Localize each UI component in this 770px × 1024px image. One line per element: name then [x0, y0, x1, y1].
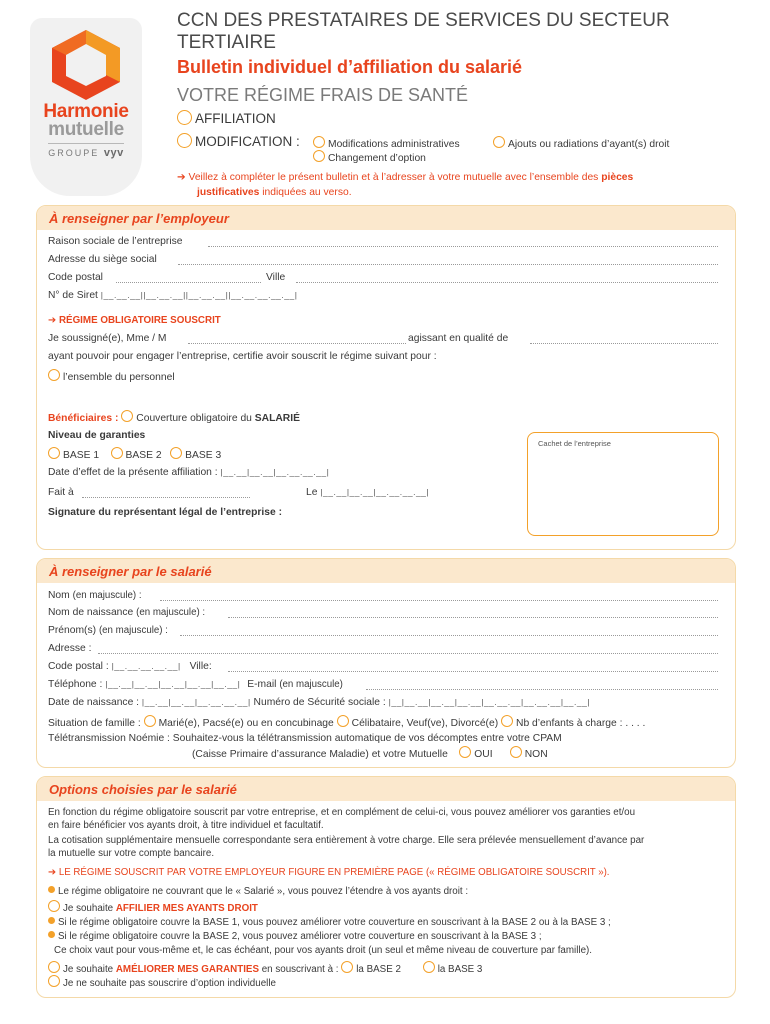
la-base3-option[interactable]: la BASE 3 [423, 964, 483, 975]
employee-section-title: À renseigner par le salarié [49, 564, 212, 579]
oui-radio[interactable] [459, 746, 471, 758]
affiliation-radio[interactable] [177, 110, 192, 125]
document-subtitle: Bulletin individuel d’affiliation du salarié [177, 57, 523, 77]
beneficiaires-row: Bénéficiaires : Couverture obligatoire du SALARIÉ [48, 410, 300, 424]
ameliorer-option[interactable]: Je souhaite AMÉLIORER MES GARANTIES en souscrivant à : [48, 964, 339, 975]
noemie-line1: Télétransmission Noémie : Souhaitez-vous la télétransmission automatique de vos décomptes entre votre CPAM [48, 733, 562, 744]
affilier-option[interactable]: Je souhaite AFFILIER MES AYANTS DROIT [48, 900, 258, 914]
modification-radio[interactable] [177, 133, 192, 148]
cachet-label: Cachet de l’entreprise [538, 439, 611, 448]
ajouts-option[interactable]: Ajouts ou radiations d’ayant(s) droit [493, 136, 669, 150]
affiliation-option[interactable]: AFFILIATION [177, 110, 276, 126]
ensemble-option[interactable]: l’ensemble du personnel [48, 369, 175, 383]
cachet-box[interactable] [527, 432, 719, 536]
la-base2-option[interactable]: la BASE 2 [341, 964, 401, 975]
ajouts-radio[interactable] [493, 136, 505, 148]
logo-group: GROUPE vyv [48, 147, 124, 159]
marie-option[interactable]: Marié(e), Pacsé(e) ou en concubinage [144, 718, 334, 729]
signature-label: Signature du représentant légal de l’entreprise : [48, 507, 283, 518]
nom-field[interactable] [160, 600, 718, 601]
changement-radio[interactable] [313, 150, 325, 162]
telephone-row: Téléphone : |__.__|__.__|__.__|__.__|__.__| E-mail (en majuscule) [48, 679, 343, 690]
cp-salarie-field[interactable]: |__.__.__.__.__| [111, 661, 181, 671]
bullet-base1: Si le régime obligatoire couvre la BASE 1, vous pouvez améliorer votre couverture en souscrivant à la BASE 2 ou à la BASE 3 ; [48, 917, 611, 928]
la-base2-radio[interactable] [341, 961, 353, 973]
oui-option[interactable]: OUI [459, 749, 492, 760]
base3-radio[interactable] [170, 447, 182, 459]
nom-naissance-label: Nom de naissance (en majuscule) : [48, 607, 206, 618]
arrow-icon: ➔ [177, 172, 186, 183]
enfants-radio[interactable] [501, 715, 513, 727]
prenom-field[interactable] [180, 635, 718, 636]
fait-field[interactable] [82, 497, 250, 498]
arrow-icon: ➔ [48, 315, 57, 326]
ameliorer-row [48, 961, 482, 975]
options-paragraph-2: La cotisation supplémentaire mensuelle correspondante sera entièrement à votre charge. Elle sera prélevée mensuellement d’avance par la mutuelle sur votre compte bancaire. [48, 835, 645, 859]
le-regime-heading: ➔ LE RÉGIME SOUSCRIT PAR VOTRE EMPLOYEUR FIGURE EN PREMIÈRE PAGE (« RÉGIME OBLIGATOIRE SOUSCRIT »). [48, 867, 610, 878]
raison-field[interactable] [208, 246, 718, 247]
adresse-siege-label: Adresse du siège social [48, 254, 157, 265]
nom-label: Nom (en majuscule) : [48, 590, 142, 601]
bullet-base2: Si le régime obligatoire couvre la BASE 2, vous pouvez améliorer votre couverture en souscrivant à la BASE 3 ; [48, 931, 542, 942]
dob-field[interactable]: |__.__|__.__|__.__.__.__| [141, 697, 251, 707]
adresse-siege-field[interactable] [178, 264, 718, 265]
logo-separator [48, 143, 124, 144]
le-row: Le |__.__|__.__|__.__.__.__| [306, 487, 430, 498]
ameliorer-radio[interactable] [48, 961, 60, 973]
bullet-icon [48, 917, 55, 924]
document-title: CCN DES PRESTATAIRES DE SERVICES DU SECTEUR TERTIAIRE [177, 10, 670, 53]
marie-radio[interactable] [144, 715, 156, 727]
fait-label: Fait à [48, 487, 74, 498]
options-paragraph-1: En fonction du régime obligatoire souscrit par votre entreprise, et en complément de celui-ci, vous pouvez améliorer vos garanties et/ou en faire bénéficier vos ayants droit, à titre individuel et facultatif. [48, 807, 636, 831]
raison-label: Raison sociale de l’entreprise [48, 236, 183, 247]
modification-option[interactable]: MODIFICATION : [177, 133, 300, 149]
adresse-label: Adresse : [48, 643, 92, 654]
qualite-label: agissant en qualité de [408, 333, 509, 344]
adresse-field[interactable] [98, 653, 718, 654]
base2-radio[interactable] [111, 447, 123, 459]
ville-salarie-field[interactable] [228, 671, 718, 672]
bullet-icon [48, 931, 55, 938]
modif-admin-option[interactable]: Modifications administratives [313, 136, 460, 150]
le-date-field[interactable]: |__.__|__.__|__.__.__.__| [320, 487, 430, 497]
options-section-title: Options choisies par le salarié [49, 782, 237, 797]
affilier-radio[interactable] [48, 900, 60, 912]
noemie-line2: (Caisse Primaire d’assurance Maladie) et votre Mutuelle OUI NON [192, 746, 548, 760]
bullet-salarie: Le régime obligatoire ne couvrant que le « Salarié », vous pouvez l’étendre à vos ayants droit : [48, 886, 468, 897]
ne-souhaite-radio[interactable] [48, 975, 60, 987]
telephone-field[interactable]: |__.__|__.__|__.__|__.__|__.__| [105, 679, 241, 689]
base2-option[interactable]: BASE 2 [111, 450, 162, 461]
ville-label: Ville [266, 272, 286, 283]
employer-section-title: À renseigner par l’employeur [49, 211, 229, 226]
soussigne-field[interactable] [188, 343, 406, 344]
base1-option[interactable]: BASE 1 [48, 450, 99, 461]
choix-text: Ce choix vaut pour vous-même et, le cas échéant, pour vos ayants droit (un seul et même niveau de couverture par famille). [54, 945, 593, 956]
notice: ➔ Veillez à compléter le présent bulletin et à l’adresser à votre mutuelle avec l’ensemble des pièces justificatives indiquées au verso. [177, 172, 634, 198]
la-base3-radio[interactable] [423, 961, 435, 973]
harmonie-hexagon-logo-icon [46, 28, 126, 102]
cp-salarie-row: Code postal : |__.__.__.__.__| Ville: [48, 661, 212, 672]
soussigne-label: Je soussigné(e), Mme / M [48, 333, 167, 344]
qualite-field[interactable] [530, 343, 718, 344]
pouvoir-text: ayant pouvoir pour engager l’entreprise, certifie avoir souscrit le régime suivant pour : [48, 351, 437, 362]
secu-field[interactable]: |__|__.__|__.__|__.__|__.__.__|__.__.__|__.__| [388, 697, 591, 707]
modif-admin-radio[interactable] [313, 136, 325, 148]
enfants-option[interactable]: Nb d’enfants à charge : . . . . [501, 718, 645, 729]
siret-field[interactable]: |__.__.__||__.__.__||__.__.__||__.__.__.__.__| [100, 290, 298, 300]
siret-label: N° de Siret |__.__.__||__.__.__||__.__.__||__.__.__.__.__| [48, 290, 298, 301]
email-field[interactable] [366, 689, 718, 690]
celib-radio[interactable] [337, 715, 349, 727]
base1-radio[interactable] [48, 447, 60, 459]
niveau-garanties-label: Niveau de garanties [48, 430, 146, 441]
bullet-icon [48, 886, 55, 893]
naissance-row: Date de naissance : |__.__|__.__|__.__.__.__| Numéro de Sécurité sociale : |__|__.__|__.__|__.__|__.__.__|__.__.__|__.__| [48, 697, 591, 708]
logo-brand-line2: mutuelle [48, 119, 124, 140]
ville-field[interactable] [296, 282, 718, 283]
logo-brand-line1: Harmonie [43, 101, 129, 122]
base-options [48, 447, 221, 461]
non-option[interactable]: NON [510, 749, 548, 760]
date-effet-row: Date d’effet de la présente affiliation : |__.__|__.__|__.__.__.__| [48, 467, 330, 478]
famille-row: Situation de famille : Marié(e), Pacsé(e) ou en concubinage Célibataire, Veuf(ve), Divorcé(e) Nb d’enfants à charge : . . . . [48, 715, 645, 729]
celib-option[interactable]: Célibataire, Veuf(ve), Divorcé(e) [337, 718, 499, 729]
regime-title: VOTRE RÉGIME FRAIS DE SANTÉ [177, 85, 469, 105]
date-effet-field[interactable]: |__.__|__.__|__.__.__.__| [220, 467, 330, 477]
changement-option[interactable]: Changement d’option [313, 150, 426, 164]
ne-souhaite-option[interactable]: Je ne souhaite pas souscrire d’option individuelle [48, 975, 276, 989]
nom-naissance-field[interactable] [228, 617, 718, 618]
prenom-label: Prénom(s) (en majuscule) : [48, 625, 168, 636]
regime-obligatoire-heading: ➔ RÉGIME OBLIGATOIRE SOUSCRIT [48, 315, 221, 326]
non-radio[interactable] [510, 746, 522, 758]
salarie-radio[interactable] [121, 410, 133, 422]
arrow-icon: ➔ [48, 867, 57, 878]
base3-option[interactable]: BASE 3 [170, 450, 221, 461]
cp-label: Code postal [48, 272, 103, 283]
cp-field[interactable] [116, 282, 261, 283]
ensemble-radio[interactable] [48, 369, 60, 381]
